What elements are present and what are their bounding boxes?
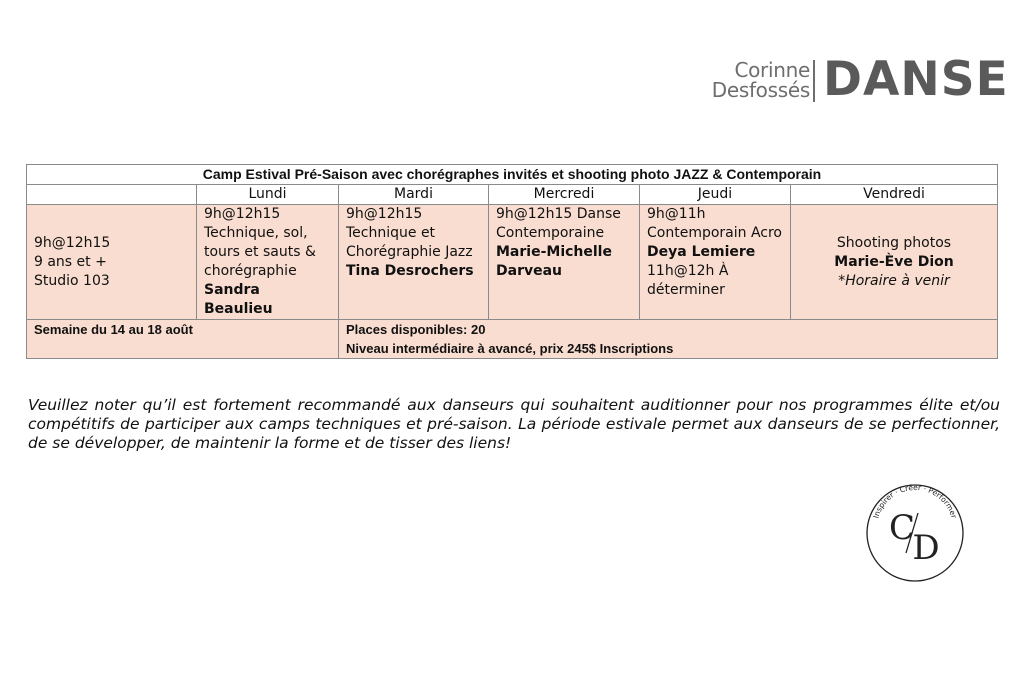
day-header-mercredi: Mercredi xyxy=(489,185,640,205)
day-header-empty xyxy=(27,185,197,205)
cd-emblem xyxy=(860,473,970,583)
week-text: Semaine du 14 au 18 août xyxy=(34,322,193,337)
info-age: 9 ans et + xyxy=(34,253,107,270)
details-cell xyxy=(339,320,998,359)
notice-paragraph: Veuillez noter qu’il est fortement recommandé aux danseurs qui souhaitent auditionner pour nos programmes élite et/ou compétitifs de participer aux camps techniques et pré-saison. La période estivale permet aux danseurs de se perfectionner, de se développer, de maintenir la forme et de tisser des liens! xyxy=(28,396,1000,452)
friday-activity: Shooting photos xyxy=(836,234,952,251)
friday-teacher: Marie-Ève Dion xyxy=(834,253,954,270)
wednesday-teacher: Marie-Michelle Darveau xyxy=(496,244,612,279)
friday-note: *Horaire à venir xyxy=(838,272,950,289)
thursday-extra: 11h@12h À déterminer xyxy=(647,263,729,298)
friday-cell xyxy=(791,205,998,320)
tuesday-cell xyxy=(339,205,489,320)
level-text: Niveau intermédiaire à avancé, prix 245$ Inscriptions xyxy=(346,341,674,356)
tuesday-desc: Technique et Chorégraphie Jazz xyxy=(346,225,473,260)
emblem-tagline: Inspirer · Créer · Performer xyxy=(871,482,959,520)
thursday-teacher: Deya Lemiere xyxy=(647,244,756,260)
wednesday-cell xyxy=(489,205,640,320)
day-header-lundi: Lundi xyxy=(197,185,339,205)
day-header-mardi: Mardi xyxy=(339,185,489,205)
week-cell xyxy=(27,320,339,359)
monday-cell xyxy=(197,205,339,320)
logo-last-name: Desfossés xyxy=(711,78,810,102)
schedule-title: Camp Estival Pré-Saison avec chorégraphes invités et shooting photo JAZZ & Contemporain xyxy=(27,165,998,185)
logo-brand: DANSE xyxy=(823,52,1009,107)
monday-desc: Technique, sol, tours et sauts & chorégraphie xyxy=(204,225,316,279)
emblem-letter-d: D xyxy=(912,528,940,568)
brand-logo xyxy=(700,52,1009,108)
logo-first-name: Corinne xyxy=(734,58,810,82)
info-time: 9h@12h15 xyxy=(34,234,111,251)
monday-time: 9h@12h15 xyxy=(204,206,281,222)
logo-name xyxy=(712,60,810,100)
schedule-table xyxy=(26,164,998,359)
tuesday-time: 9h@12h15 xyxy=(346,206,423,222)
day-header-vendredi: Vendredi xyxy=(791,185,998,205)
logo-divider xyxy=(813,60,815,102)
monday-teacher: Sandra Beaulieu xyxy=(204,282,273,317)
places-text: Places disponibles: 20 xyxy=(346,322,486,337)
info-studio: Studio 103 xyxy=(34,272,110,289)
tuesday-teacher: Tina Desrochers xyxy=(346,263,474,279)
thursday-time: 9h@11h Contemporain Acro xyxy=(647,206,782,241)
day-header-jeudi: Jeudi xyxy=(640,185,791,205)
info-cell xyxy=(27,205,197,320)
wednesday-time: 9h@12h15 Danse Contemporaine xyxy=(496,206,621,241)
thursday-cell xyxy=(640,205,791,320)
emblem-letter-c: C xyxy=(888,508,916,548)
